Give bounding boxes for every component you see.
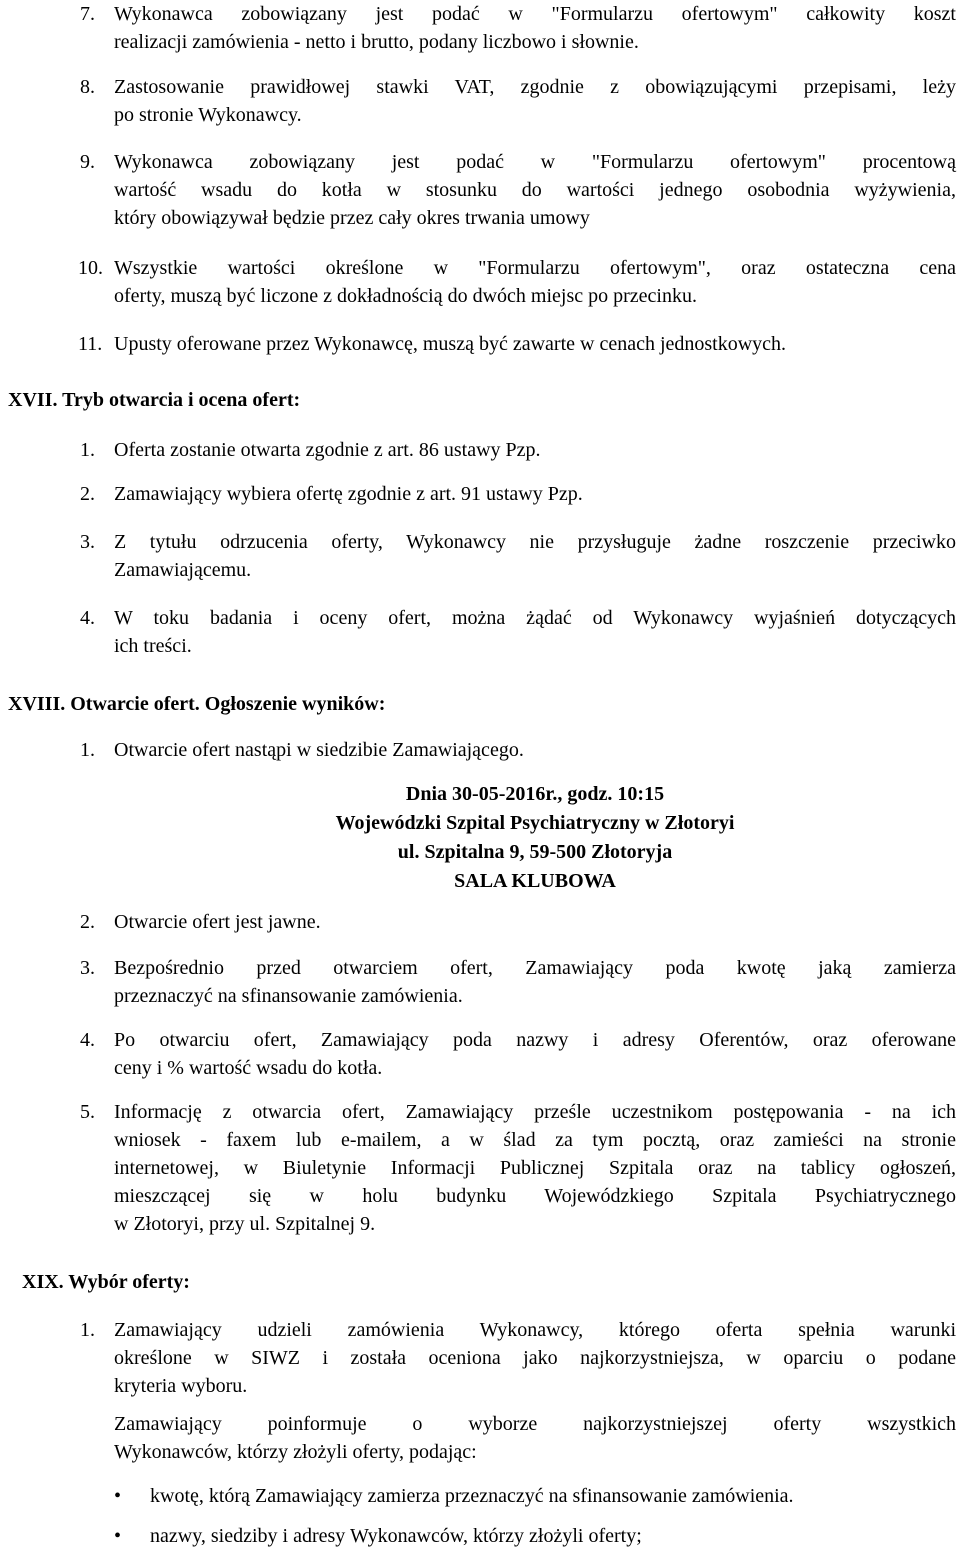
item-text-line: Zamawiający wybiera ofertę zgodnie z art. 91 ustawy Pzp. <box>114 483 583 505</box>
item-text-line: mieszczącej się w holu budynku Wojewódzkiego Szpitala Psychiatrycznego <box>114 1185 956 1207</box>
venue-date: Dnia 30-05-2016r., godz. 10:15 <box>405 783 665 805</box>
item-text-line: wartość wsadu do kotła w stosunku do wartości jednego osobodnia wyżywienia, <box>114 179 956 201</box>
paragraph-line: Wykonawców, którzy złożyli oferty, podając: <box>114 1441 477 1463</box>
item-number: 1. <box>80 739 95 761</box>
section-heading-xvii: XVII. Tryb otwarcia i ocena ofert: <box>8 389 301 411</box>
item-number: 3. <box>80 531 95 553</box>
item-text-line: który obowiązywał będzie przez cały okres trwania umowy <box>114 207 590 229</box>
item-number: 4. <box>80 1029 95 1051</box>
item-text-line: oferty, muszą być liczone z dokładnością do dwóch miejsc po przecinku. <box>114 285 697 307</box>
venue-room: SALA KLUBOWA <box>454 870 616 892</box>
item-text-line: po stronie Wykonawcy. <box>114 104 302 126</box>
paragraph-line: Zamawiający poinformuje o wyborze najkorzystniejszej oferty wszystkich <box>114 1413 956 1435</box>
item-number: 7. <box>80 3 95 25</box>
item-number: 2. <box>80 483 95 505</box>
item-text-line: Otwarcie ofert jest jawne. <box>114 911 321 933</box>
item-text-line: Upusty oferowane przez Wykonawcę, muszą być zawarte w cenach jednostkowych. <box>114 333 787 355</box>
item-number: 1. <box>80 439 95 461</box>
venue-block <box>280 780 790 896</box>
bullet-icon: • <box>114 1525 122 1547</box>
item-number: 9. <box>80 151 95 173</box>
item-text-line: Z tytułu odrzucenia oferty, Wykonawcy nie przysługuje żadne roszczenie przeciwko <box>114 531 956 553</box>
item-text-line: Otwarcie ofert nastąpi w siedzibie Zamawiającego. <box>114 739 524 761</box>
item-number: 10. <box>78 257 103 279</box>
item-text-line: Oferta zostanie otwarta zgodnie z art. 86 ustawy Pzp. <box>114 439 541 461</box>
item-number: 3. <box>80 957 95 979</box>
item-text-line: wniosek - faxem lub e-mailem, a w ślad za tym pocztą, oraz zamieści na stronie <box>114 1129 956 1151</box>
item-number: 11. <box>78 333 103 355</box>
item-text-line: Bezpośrednio przed otwarciem ofert, Zamawiający poda kwotę jaką zamierza <box>114 957 956 979</box>
item-number: 4. <box>80 607 95 629</box>
item-text-line: ich treści. <box>114 635 192 657</box>
bullet-icon: • <box>114 1485 122 1507</box>
item-text-line: Wykonawca zobowiązany jest podać w "Formularzu ofertowym" procentową <box>114 151 956 173</box>
item-text-line: kryteria wyboru. <box>114 1375 248 1397</box>
item-number: 2. <box>80 911 95 933</box>
venue-hospital: Wojewódzki Szpital Psychiatryczny w Złotoryi <box>335 812 735 834</box>
item-text-line: Wykonawca zobowiązany jest podać w "Formularzu ofertowym" całkowity koszt <box>114 3 956 25</box>
bullet-text: kwotę, którą Zamawiający zamierza przeznaczyć na sfinansowanie zamówienia. <box>150 1485 794 1507</box>
item-text-line: internetowej, w Biuletynie Informacji Publicznej Szpitala oraz na tablicy ogłoszeń, <box>114 1157 956 1179</box>
item-number: 1. <box>80 1319 95 1341</box>
item-number: 5. <box>80 1101 95 1123</box>
item-text-line: Informację z otwarcia ofert, Zamawiający prześle uczestnikom postępowania - na ich <box>114 1101 956 1123</box>
section-heading-xix: XIX. Wybór oferty: <box>22 1271 190 1293</box>
item-text-line: Wszystkie wartości określone w "Formularzu ofertowym", oraz ostateczna cena <box>114 257 956 279</box>
item-text-line: określone w SIWZ i została oceniona jako najkorzystniejsza, w oparciu o podane <box>114 1347 956 1369</box>
bullet-text: nazwy, siedziby i adresy Wykonawców, którzy złożyli oferty; <box>150 1525 642 1547</box>
item-text-line: przeznaczyć na sfinansowanie zamówienia. <box>114 985 463 1007</box>
item-text-line: W toku badania i oceny ofert, można żądać od Wykonawcy wyjaśnień dotyczących <box>114 607 956 629</box>
item-text-line: w Złotoryi, przy ul. Szpitalnej 9. <box>114 1213 376 1235</box>
item-text-line: Po otwarciu ofert, Zamawiający poda nazwy i adresy Oferentów, oraz oferowane <box>114 1029 956 1051</box>
venue-address: ul. Szpitalna 9, 59-500 Złotoryja <box>397 841 673 863</box>
section-heading-xviii: XVIII. Otwarcie ofert. Ogłoszenie wyników: <box>8 693 386 715</box>
item-text-line: Zamawiającemu. <box>114 559 252 581</box>
item-text-line: ceny i % wartość wsadu do kotła. <box>114 1057 383 1079</box>
item-text-line: Zastosowanie prawidłowej stawki VAT, zgodnie z obowiązującymi przepisami, leży <box>114 76 956 98</box>
item-text-line: realizacji zamówienia - netto i brutto, podany liczbowo i słownie. <box>114 31 639 53</box>
item-number: 8. <box>80 76 95 98</box>
item-text-line: Zamawiający udzieli zamówienia Wykonawcy, którego oferta spełnia warunki <box>114 1319 956 1341</box>
